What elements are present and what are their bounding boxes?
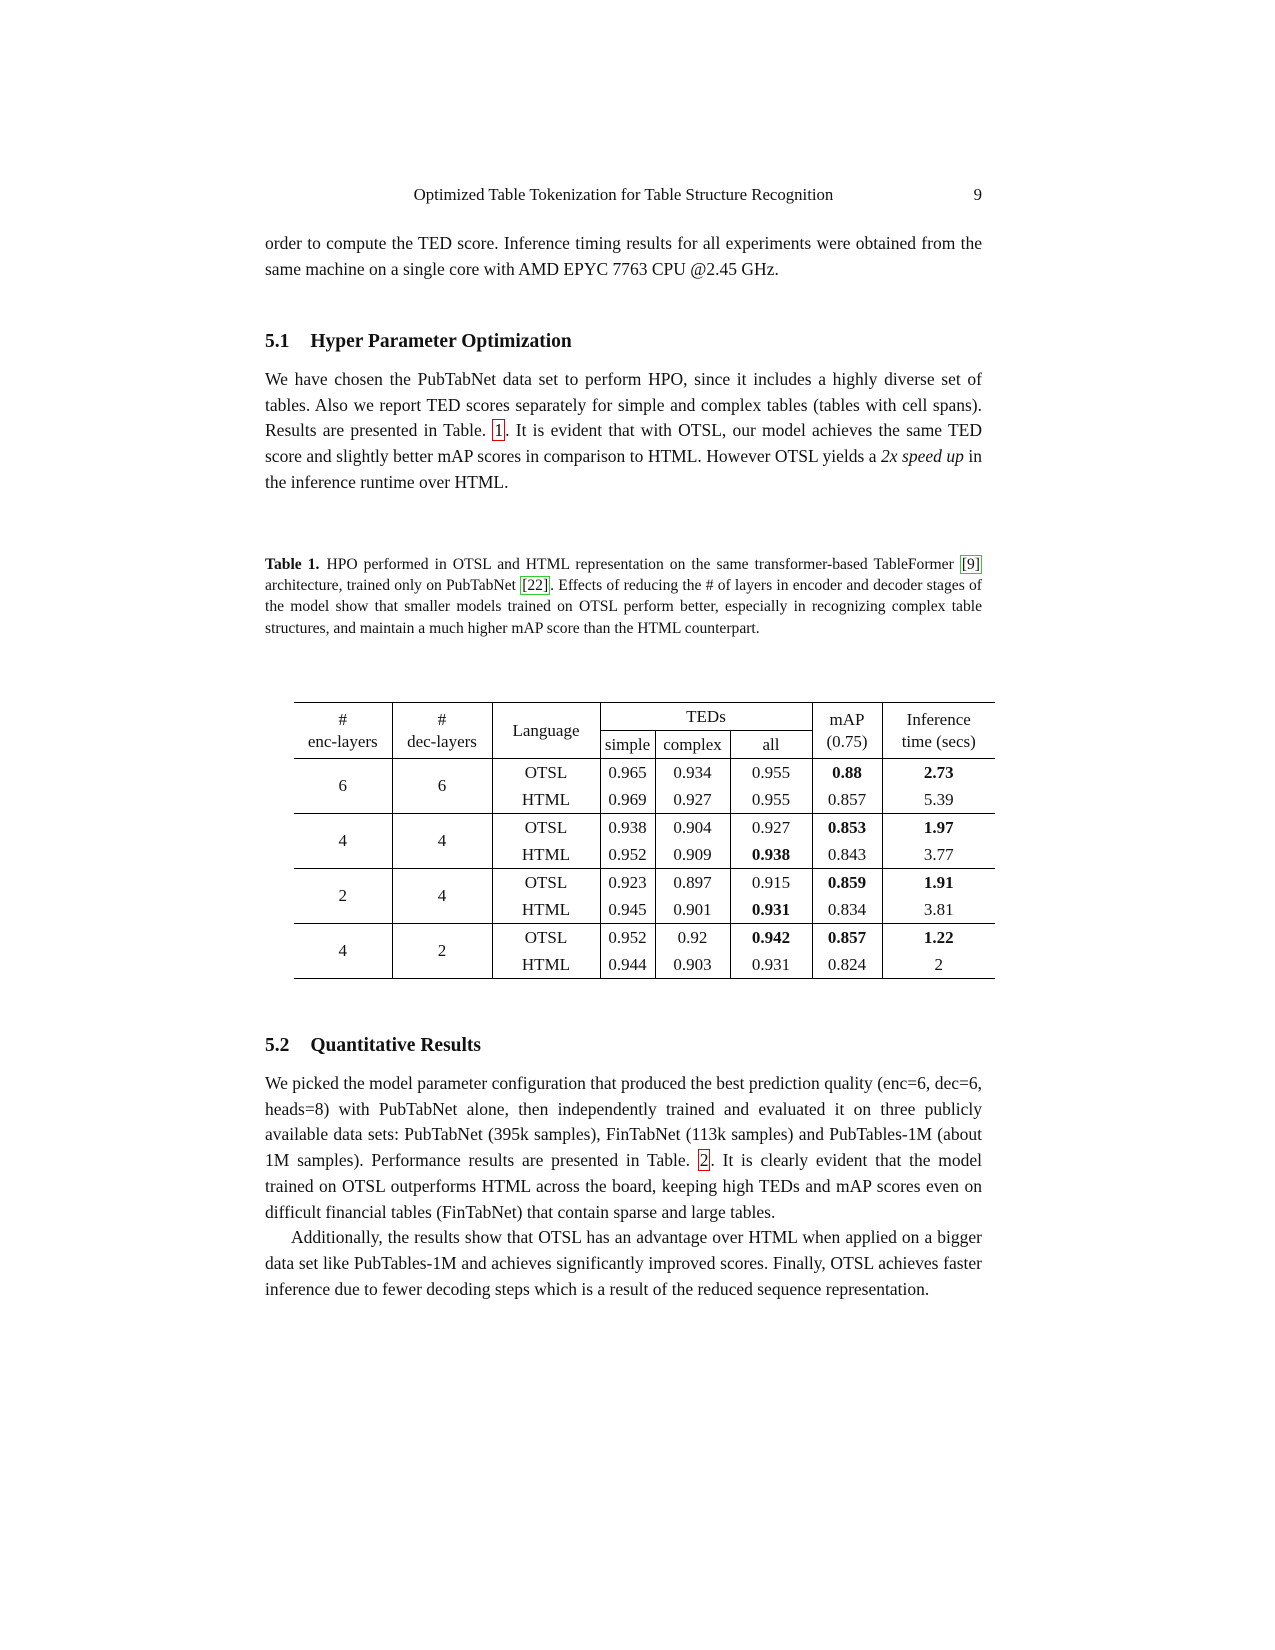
map-cell: 0.859	[812, 869, 882, 897]
dec-layers-value: 6	[392, 759, 492, 814]
map-cell: 0.88	[812, 759, 882, 787]
running-title: Optimized Table Tokenization for Table Structure Recognition	[413, 185, 834, 204]
teds-all-cell: 0.931	[730, 951, 812, 979]
paragraph-5-2-first	[265, 1071, 982, 1225]
section-heading-5-1	[265, 331, 982, 353]
language-cell: OTSL	[492, 924, 600, 952]
language-cell: HTML	[492, 841, 600, 869]
teds-all-cell: 0.915	[730, 869, 812, 897]
teds-simple-cell: 0.952	[600, 841, 655, 869]
inference-time-cell: 1.22	[923, 927, 954, 947]
language-cell: OTSL	[492, 814, 600, 842]
map-cell: 0.857	[812, 924, 882, 952]
table-1	[294, 702, 995, 979]
section-title: Quantitative Results	[310, 1035, 481, 1056]
enc-layers-value: 4	[294, 924, 392, 979]
col-header-dec-layers: # dec-layers	[392, 703, 492, 759]
section-number: 5.1	[265, 331, 290, 352]
enc-layers-value: 6	[294, 759, 392, 814]
map-cell: 0.853	[812, 814, 882, 842]
col-header-inference: Inference time (secs)	[882, 703, 995, 759]
teds-complex-cell: 0.927	[655, 786, 730, 814]
dec-layers-value: 4	[392, 869, 492, 924]
running-header	[265, 185, 982, 205]
section-5-2-body	[265, 1071, 982, 1302]
col-header-enc-layers: # enc-layers	[294, 703, 392, 759]
paragraph-5-1	[265, 367, 982, 496]
section-number: 5.2	[265, 1035, 290, 1056]
teds-simple-cell: 0.945	[600, 896, 655, 924]
teds-simple-cell: 0.969	[600, 786, 655, 814]
table-row	[294, 869, 995, 897]
teds-all-cell: 0.942	[730, 924, 812, 952]
teds-complex-cell: 0.897	[655, 869, 730, 897]
col-header-map: mAP (0.75)	[812, 703, 882, 759]
inference-time-cell: 1.97	[923, 817, 954, 837]
teds-all-cell: 0.938	[730, 841, 812, 869]
paragraph-text: We have chosen the PubTabNet data set to perform HPO, since it includes a highly diverse set of tables. Also we report TED scores separately for simple and complex tables (tables with cell spans). Results are presented in Table.	[265, 369, 982, 441]
map-cell: 0.824	[812, 951, 882, 979]
language-cell: HTML	[492, 951, 600, 979]
map-cell: 0.834	[812, 896, 882, 924]
emphasized-text: 2x speed up	[881, 446, 964, 467]
dec-layers-value: 4	[392, 814, 492, 869]
teds-complex-cell: 0.903	[655, 951, 730, 979]
teds-simple-cell: 0.923	[600, 869, 655, 897]
table-ref-link-2[interactable]: 2	[699, 1150, 709, 1171]
page-number: 9	[973, 185, 982, 204]
teds-simple-cell: 0.938	[600, 814, 655, 842]
col-header-teds: TEDs	[600, 703, 812, 731]
caption-text: architecture, trained only on PubTabNet	[265, 577, 521, 595]
caption-label: Table 1.	[265, 556, 320, 573]
language-cell: OTSL	[492, 869, 600, 897]
table-row	[294, 759, 995, 787]
caption-text: . Effects of reducing the # of layers in encoder and decoder stages of the model show that smaller models trained on OTSL perform better, especially in recognizing complex table structures, and maintain a much higher mAP score than the HTML counterpart.	[265, 577, 982, 637]
col-header-simple: simple	[600, 731, 655, 759]
section-title: Hyper Parameter Optimization	[310, 331, 572, 352]
enc-layers-value: 2	[294, 869, 392, 924]
teds-all-cell: 0.955	[730, 759, 812, 787]
language-cell: HTML	[492, 896, 600, 924]
map-cell: 0.857	[812, 786, 882, 814]
inference-time-cell: 3.77	[882, 841, 995, 869]
teds-simple-cell: 0.944	[600, 951, 655, 979]
teds-all-cell: 0.955	[730, 786, 812, 814]
teds-complex-cell: 0.934	[655, 759, 730, 787]
map-cell: 0.843	[812, 841, 882, 869]
inference-time-cell: 2.73	[923, 762, 954, 782]
citation-link-22[interactable]: [22]	[522, 577, 549, 595]
table-ref-link-1[interactable]: 1	[494, 420, 504, 441]
table-row	[294, 924, 995, 952]
inference-time-cell: 5.39	[882, 786, 995, 814]
paragraph-text: We picked the model parameter configuration that produced the best prediction quality (enc=6, dec=6, heads=8) with PubTabNet alone, then independently trained and evaluated it on three publicly available data sets: PubTabNet (395k samples), FinTabNet (113k samples) and PubTables-1M (about 1M samples). Performance results are presented in Table.	[265, 1073, 982, 1171]
teds-simple-cell: 0.965	[600, 759, 655, 787]
paragraph-text: . It is evident that with OTSL, our model achieves the same TED score and slightly better mAP scores in comparison to HTML. However OTSL yields a	[265, 420, 983, 467]
teds-complex-cell: 0.904	[655, 814, 730, 842]
language-cell: OTSL	[492, 759, 600, 787]
paragraph-intro: order to compute the TED score. Inference timing results for all experiments were obtained from the same machine on a single core with AMD EPYC 7763 CPU @2.45 GHz.	[265, 233, 982, 279]
teds-all-cell: 0.931	[730, 896, 812, 924]
teds-complex-cell: 0.92	[655, 924, 730, 952]
enc-layers-value: 4	[294, 814, 392, 869]
table-row	[294, 814, 995, 842]
dec-layers-value: 2	[392, 924, 492, 979]
col-header-language: Language	[492, 703, 600, 759]
paragraph-5-2-second: Additionally, the results show that OTSL has an advantage over HTML when applied on a bigger data set like PubTables-1M and achieves significantly improved scores. Finally, OTSL achieves faster inference due to fewer decoding steps which is a result of the reduced sequence representation.	[265, 1227, 982, 1299]
teds-simple-cell: 0.952	[600, 924, 655, 952]
inference-time-cell: 3.81	[882, 896, 995, 924]
section-heading-5-2	[265, 1035, 982, 1057]
teds-complex-cell: 0.909	[655, 841, 730, 869]
table-1-caption	[265, 554, 982, 639]
col-header-all: all	[730, 731, 812, 759]
paragraph-text: . It is clearly evident that the model trained on OTSL outperforms HTML across the board, keeping high TEDs and mAP scores even on difficult financial tables (FinTabNet) that contain sparse and large tables.	[265, 1150, 982, 1222]
caption-text: HPO performed in OTSL and HTML representation on the same transformer-based TableFormer	[326, 556, 960, 573]
inference-time-cell: 1.91	[923, 872, 954, 892]
teds-complex-cell: 0.901	[655, 896, 730, 924]
citation-link-9[interactable]: [9]	[961, 556, 980, 573]
language-cell: HTML	[492, 786, 600, 814]
col-header-complex: complex	[655, 731, 730, 759]
teds-all-cell: 0.927	[730, 814, 812, 842]
paragraph-text: in the inference runtime over HTML.	[265, 446, 982, 492]
inference-time-cell: 2	[882, 951, 995, 979]
